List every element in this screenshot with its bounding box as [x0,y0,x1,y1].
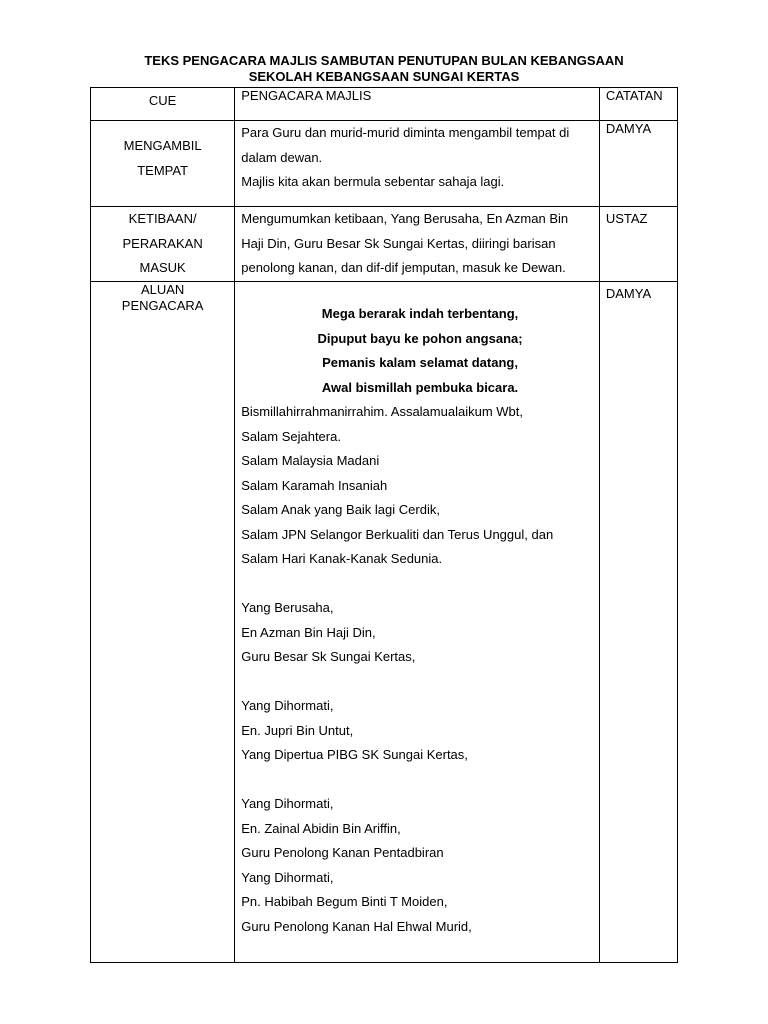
table-row [91,207,678,282]
spacer [241,670,599,695]
cue-line: ALUAN [140,282,185,297]
document-title [0,53,768,85]
salam-line: Salam Hari Kanak-Kanak Sedunia. [241,551,443,566]
gpk-block [241,792,599,939]
header-cue: CUE [91,88,235,121]
cue-cell [91,207,235,282]
content-line: Majlis kita akan bermula sebentar sahaja lagi. [241,174,505,189]
address-line: Guru Besar Sk Sungai Kertas, [241,649,416,664]
address-line: Yang Dihormati, [241,698,334,713]
content-line: Para Guru dan murid-murid diminta mengambil tempat di [241,125,570,140]
address-line: En Azman Bin Haji Din, [241,624,376,640]
pantun [241,302,599,400]
cue-line: PENGACARA [121,298,204,313]
address-line: En. Jupri Bin Untut, [241,722,354,738]
address-line: Pn. Habibah Begum Binti T Moiden, [241,894,448,909]
catatan-value: DAMYA [605,121,652,136]
content-line: dalam dewan. [241,149,323,165]
table-header-row [91,88,678,121]
table-row [91,121,678,207]
address-line: Guru Penolong Kanan Hal Ehwal Murid, [241,918,472,934]
pantun-line: Mega berarak indah terbentang, [321,306,519,321]
header-pengacara: PENGACARA MAJLIS [235,88,600,121]
salam-line: Bismillahirrahmanirrahim. Assalamualaikum Wbt, [241,404,523,419]
content-cell [235,121,600,207]
content-cell [235,207,600,282]
address-line: En. Zainal Abidin Bin Ariffin, [241,820,401,836]
spacer [241,572,599,597]
salam-block [241,400,599,572]
spacer [241,768,599,793]
title-line-1: TEKS PENGACARA MAJLIS SAMBUTAN PENUTUPAN BULAN KEBANGSAAN [144,53,624,68]
cue-line: MASUK [139,260,186,275]
header-catatan: CATATAN [599,88,677,121]
pantun-line: Pemanis kalam selamat datang, [322,355,518,370]
address-line: Yang Berusaha, [241,600,334,615]
pibg-block [241,694,599,768]
salam-line: Salam Malaysia Madani [241,453,380,468]
cue-line: PERARAKAN [122,235,203,251]
catatan-cell [599,121,677,207]
content-line: Mengumumkan ketibaan, Yang Berusaha, En Azman Bin [241,211,569,226]
table-row [91,282,678,963]
cue-cell [91,121,235,207]
cue-line: MENGAMBIL [123,138,202,153]
address-line: Yang Dihormati, [241,796,334,811]
pantun-line: Dipuput bayu ke pohon angsana; [317,330,523,346]
guru-besar-block [241,596,599,670]
salam-line: Salam JPN Selangor Berkualiti dan Terus Unggul, dan [241,526,554,542]
content-cell [235,282,600,963]
cue-line: KETIBAAN/ [128,211,197,226]
catatan-value: USTAZ [605,211,648,226]
address-line: Yang Dihormati, [241,869,334,885]
content-line: Haji Din, Guru Besar Sk Sungai Kertas, diiringi barisan [241,235,556,251]
catatan-value: DAMYA [605,286,652,301]
catatan-cell [599,207,677,282]
content-line: penolong kanan, dan dif-dif jemputan, masuk ke Dewan. [241,260,566,275]
catatan-cell [599,282,677,963]
address-line: Yang Dipertua PIBG SK Sungai Kertas, [241,747,468,762]
title-line-2: SEKOLAH KEBANGSAAN SUNGAI KERTAS [248,69,520,84]
pantun-line: Awal bismillah pembuka bicara. [321,379,519,395]
cue-cell [91,282,235,963]
address-line: Guru Penolong Kanan Pentadbiran [241,845,444,860]
script-table [90,87,678,963]
salam-line: Salam Sejahtera. [241,428,341,444]
cue-line: TEMPAT [137,162,189,178]
salam-line: Salam Anak yang Baik lagi Cerdik, [241,502,440,517]
salam-line: Salam Karamah Insaniah [241,477,388,493]
